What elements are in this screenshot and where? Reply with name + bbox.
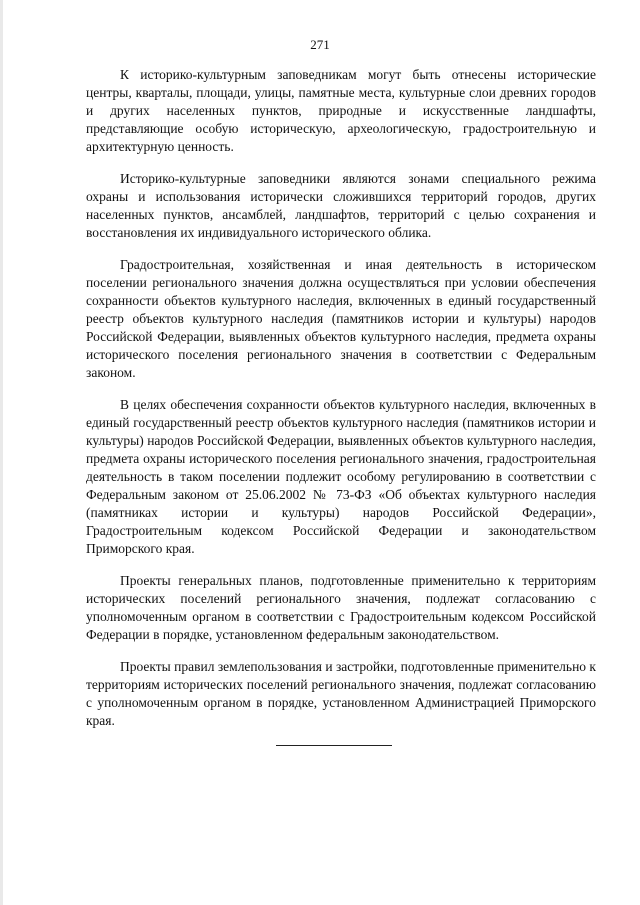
paragraph-special-regulation: В целях обеспечения сохранности объектов культурного наследия, включенных в единый государственный реестр объектов культурного наследия (памятников истории и культуры) народов Российской Федерации, выявленных объектов культурного наследия, предмета охраны исторического поселения регионального значения, градостроительная деятельность в таком поселении подлежит особому регулированию в соответствии с Федеральным законом от 25.06.2002 № 73-ФЗ «Об объектах культурного наследия (памятниках истории и культуры) народов Российской Федерации», Градостроительным кодексом Российской Федерации и законодательством Приморского края. [86,397,596,556]
page-number: 271 [310,37,330,52]
scan-edge [0,0,3,905]
paragraph-land-use-rules: Проекты правил землепользования и застройки, подготовленные применительно к территориям исторических поселений регионального значения, подлежат согласованию с уполномоченным органом в порядке, установленном Администрацией Приморского края. [86,659,596,728]
closing-rule [276,745,392,746]
paragraph-reserves-definition: К историко-культурным заповедникам могут быть отнесены исторические центры, кварталы, площади, улицы, памятные места, культурные слои древних городов и других населенных пунктов, природные и искусственные ландшафты, представляющие особую историческую, археологическую, градостроительную и архитектурную ценность. [86,67,596,154]
paragraph-general-plans: Проекты генеральных планов, подготовленные применительно к территориям исторических поселений регионального значения, подлежат согласованию с уполномоченным органом в соответствии с Градостроительным кодексом Российской Федерации в порядке, установленном федеральным законодательством. [86,573,596,642]
paragraph-activity-conditions: Градостроительная, хозяйственная и иная деятельность в историческом поселении регионального значения должна осуществляться при условии обеспечения сохранности объектов культурного наследия, включенных в единый государственный реестр объектов культурного наследия (памятников истории и культуры) народов Российской Федерации, выявленных объектов культурного наследия, предмета охраны исторического поселения регионального значения в соответствии с Федеральным законом. [86,257,596,380]
document-body [86,66,596,744]
paragraph-reserves-zones: Историко-культурные заповедники являются зонами специального режима охраны и использования исторически сложившихся территорий городов, других населенных пунктов, ансамблей, ландшафтов, территорий с целью сохранения и восстановления их индивидуального исторического облика. [86,171,596,240]
